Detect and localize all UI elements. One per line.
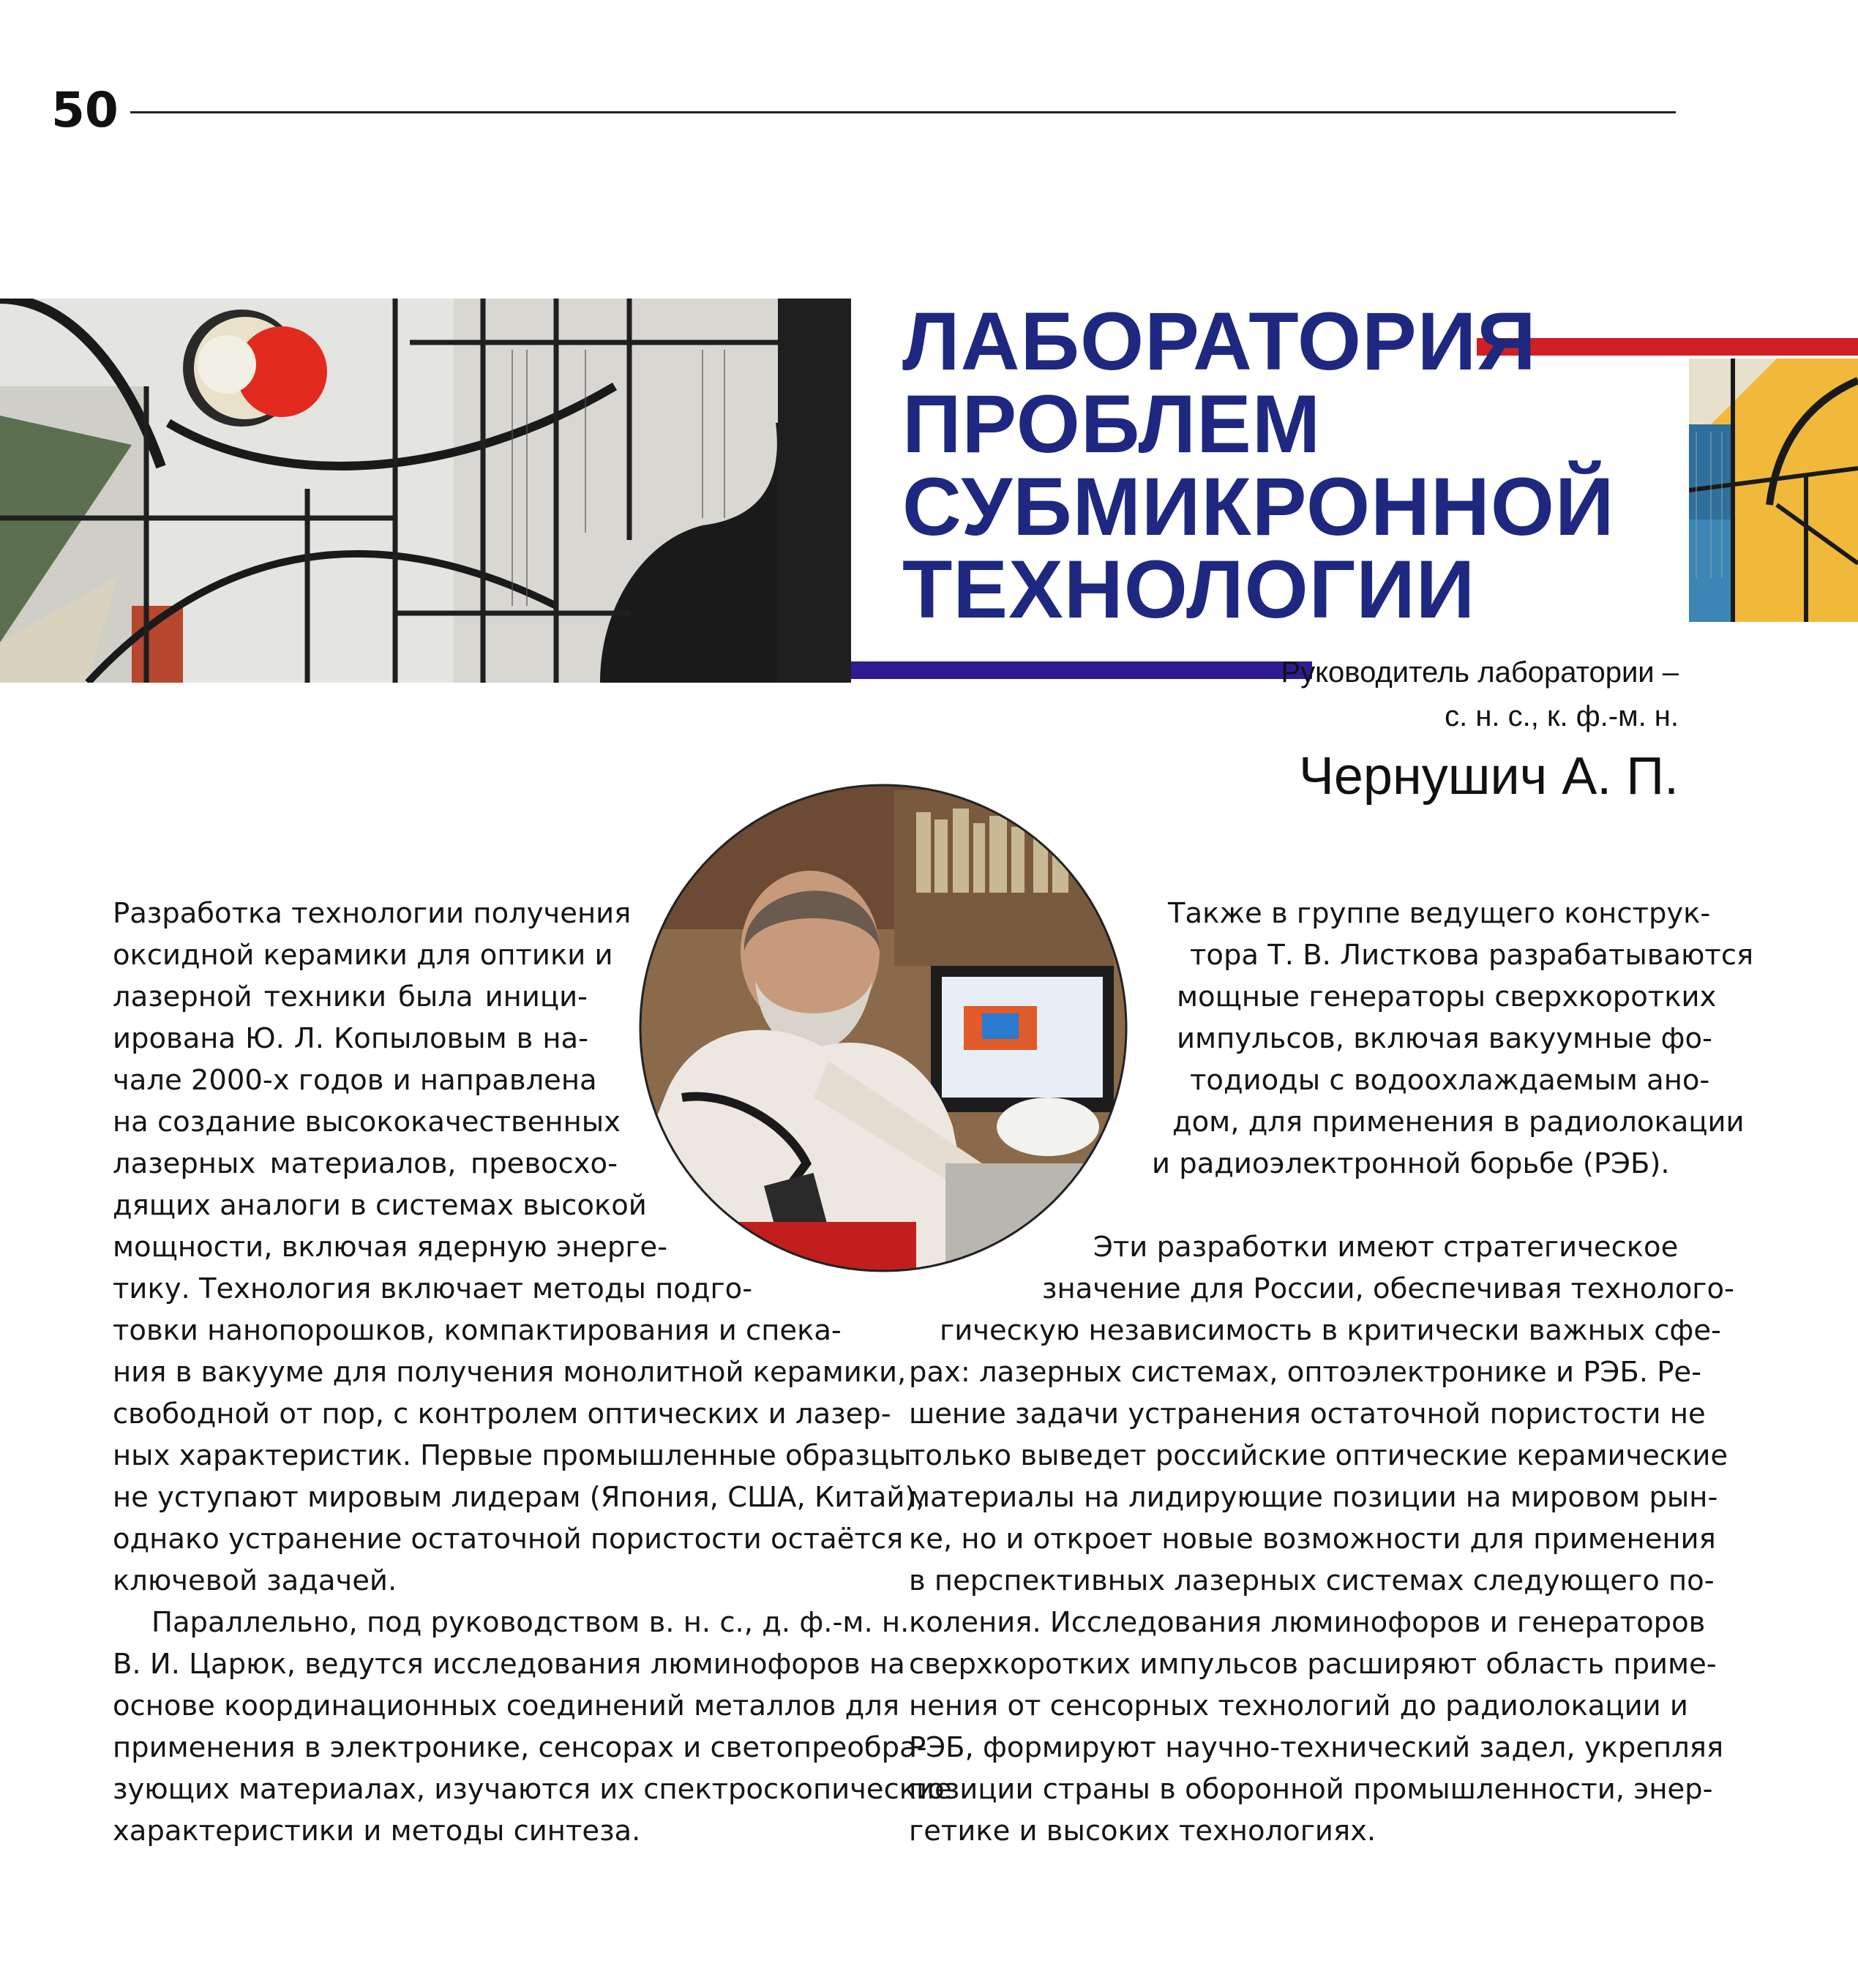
lab-head-label: Руководитель лаборатории – (1281, 656, 1679, 689)
left-column-line: чале 2000-х годов и направлена (113, 1064, 597, 1097)
left-column-line: ных характеристик. Первые промышленные образцы (113, 1439, 912, 1472)
left-column-line: на создание высококачественных (113, 1106, 621, 1139)
right-column-line: коления. Исследования люминофоров и генераторов (909, 1606, 1706, 1639)
right-column-line: и радиоэлектронной борьбе (РЭБ). (1152, 1147, 1670, 1180)
blue-accent-bar (851, 661, 1312, 679)
stained-glass-banner-image (0, 299, 851, 683)
left-column-line: характеристики и методы синтеза. (113, 1815, 641, 1848)
right-column-line: Эти разработки имеют стратегическое (1093, 1231, 1679, 1264)
right-column-line: дом, для применения в радиолокации (1172, 1106, 1745, 1139)
right-column-line: нения от сенсорных технологий до радиолокации и (909, 1689, 1688, 1722)
left-column-line: тику. Технология включает методы подго- (113, 1272, 753, 1305)
title-line: ЛАБОРАТОРИЯ (902, 296, 1537, 387)
right-column-line: значение для России, обеспечивая технолого- (1042, 1272, 1734, 1305)
right-column-line: тодиоды с водоохлаждаемым ано- (1190, 1064, 1710, 1097)
right-column-line: Также в группе ведущего конструк- (1168, 897, 1711, 930)
right-column-line: только выведет российские оптические керамические (909, 1439, 1728, 1472)
left-column-line: ния в вакууме для получения монолитной керамики, (113, 1356, 907, 1389)
left-column-line: лазерных материалов, превосхо- (113, 1147, 618, 1180)
right-column-line: материалы на лидирующие позиции на мировом рын- (909, 1481, 1718, 1514)
left-column-line: дящих аналоги в системах высокой (113, 1189, 647, 1222)
right-column-line: РЭБ, формируют научно-технический задел, укрепляя (909, 1731, 1724, 1764)
header-rule (130, 111, 1676, 113)
article-title (902, 296, 1615, 635)
left-column-line: ключевой задачей. (113, 1564, 397, 1597)
left-column-line: однако устранение остаточной пористости остаётся (113, 1523, 904, 1556)
left-column-line: товки нанопорошков, компактирования и спека- (113, 1314, 842, 1347)
left-column-line: свободной от пор, с контролем оптических и лазер- (113, 1398, 891, 1430)
right-column-line: гическую независимость в критически важных сфе- (940, 1314, 1721, 1347)
left-column-line: основе координационных соединений металлов для (113, 1689, 900, 1722)
right-column-line: сверхкоротких импульсов расширяют область приме- (909, 1648, 1717, 1681)
left-column-line: лазерной техники была иници- (113, 980, 588, 1013)
page-number: 50 (51, 82, 119, 138)
lab-head-name: Чернушич А. П. (1298, 747, 1679, 806)
left-column-line: оксидной керамики для оптики и (113, 939, 613, 972)
lab-head-degree: с. н. с., к. ф.-м. н. (1445, 700, 1679, 732)
left-column-line: применения в электронике, сенсорах и светопреобра- (113, 1731, 927, 1764)
stained-glass-side-image (1689, 359, 1858, 622)
portrait-photo (638, 783, 1128, 1273)
left-column-line: ирована Ю. Л. Копыловым в на- (113, 1022, 588, 1055)
left-column-line: Параллельно, под руководством в. н. с., д. ф.-м. н. (151, 1606, 910, 1639)
right-column-line: тора Т. В. Листкова разрабатываются (1190, 939, 1754, 972)
left-column-line: не уступают мировым лидерам (Япония, США, Китай), (113, 1481, 925, 1514)
left-column-line: Разработка технологии получения (113, 897, 632, 930)
left-column-line: В. И. Царюк, ведутся исследования люминофоров на (113, 1648, 905, 1681)
title-line: ПРОБЛЕМ (902, 378, 1322, 470)
right-column-line: мощные генераторы сверхкоротких (1177, 980, 1717, 1013)
right-column-line: ке, но и откроет новые возможности для применения (909, 1523, 1716, 1556)
right-column-line: позиции страны в оборонной промышленности, энер- (909, 1773, 1713, 1806)
right-column-line: в перспективных лазерных системах следующего по- (909, 1564, 1715, 1597)
right-column-line: гетике и высоких технологиях. (909, 1815, 1376, 1848)
title-line: СУБМИКРОННОЙ (902, 461, 1615, 552)
left-column-line: зующих материалах, изучаются их спектроскопические (113, 1773, 952, 1806)
left-column-line: мощности, включая ядерную энерге- (113, 1231, 668, 1264)
right-column-line: рах: лазерных системах, оптоэлектронике и РЭБ. Ре- (909, 1356, 1702, 1389)
right-column-line: импульсов, включая вакуумные фо- (1177, 1022, 1712, 1055)
right-column-line: шение задачи устранения остаточной пористости не (909, 1398, 1706, 1430)
title-line: ТЕХНОЛОГИИ (902, 544, 1476, 635)
